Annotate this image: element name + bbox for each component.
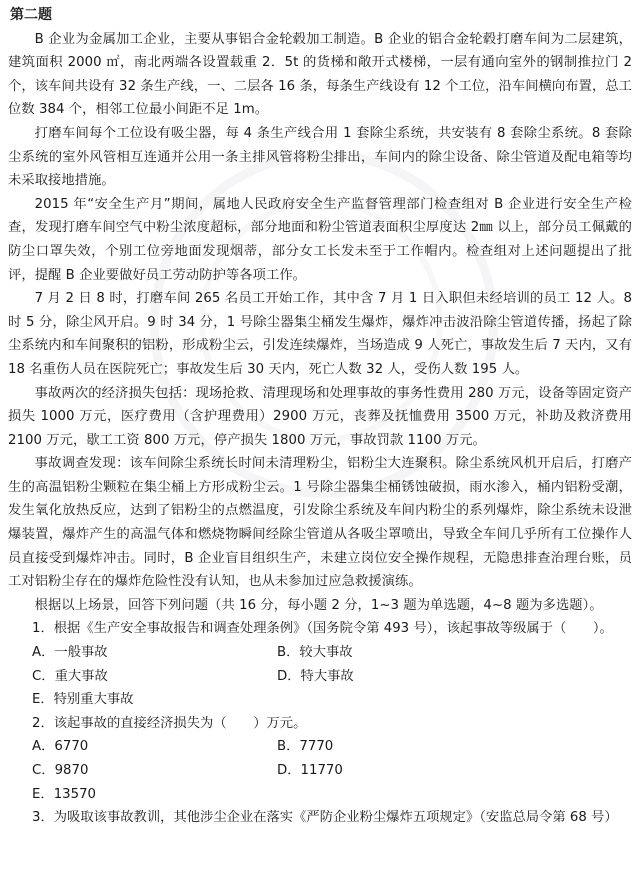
scenario-paragraph-6: 事故调查发现：该车间除尘系统长时间未清理粉尘，铝粉尘大连聚积。除尘系统风机开启后，打磨产生的高温铝粉尘颗粒在集尘桶上方形成粉尘云。1 号除尘器集尘桶锈蚀破损，雨水渗入，桶内铝粉受潮，发生氧化放热反应，达到了铝粉尘的点燃温度，引发除尘系统及车间内粉尘的系列爆炸，除尘系统未设泄爆装置，爆炸产生的高温气体和燃烧物瞬间经除尘管道从各吸尘罩喷出，导致全车间几乎所有工位操作人员直接受到爆炸冲击。同时，B 企业盲目组织生产，未建立岗位安全操作规程，无隐患排查治理台账，员工对铝粉尘存在的爆炸危险性没有认知，也从未参加过应急救援演练。	[8, 456, 632, 590]
question-2-option-e[interactable]: E．13570	[32, 786, 96, 802]
question-1-option-c[interactable]: C．重大事故	[32, 668, 108, 684]
question-2-option-d[interactable]: D．11770	[277, 763, 343, 778]
scenario-paragraph-5: 事故两次的经济损失包括：现场抢救、清理现场和处理事故的事务性费用 280 万元，设备等固定资产损失 1000 万元，医疗费用（含护理费用）2900 万元，丧葬及抚恤费用 3500 万元，补助及救济费用 2100 万元，歇工工资 800 万元，停产损失 1800 万元，事故罚款 1100 万元。	[8, 385, 632, 448]
question-1-option-a[interactable]: A．一般事故	[32, 645, 108, 661]
question-1-option-b[interactable]: B．较大事故	[277, 645, 353, 661]
instructions-paragraph: 根据以上场景，回答下列问题（共 16 分，每小题 2 分，1~3 题为单选题，4~8 题为多选题）。	[34, 597, 603, 613]
scenario-paragraph-1: B 企业为金属加工企业，主要从事铝合金轮毂加工制造。B 企业的铝合金轮毂打磨车间为二层建筑，建筑面积 2000 ㎡，南北两端各设置载重 2．5t 的货梯和敞开式楼梯，一层有通向室外的钢制推拉门 2 个，该车间共设有 32 条生产线，一、二层各 16 条，每条生产线设有 12 个工位，沿车间横向布置，总工位数 384 个，相邻工位最小间距不足 1m。	[8, 31, 632, 118]
question-1-stem: 1．根据《生产安全事故报告和调查处理条例》（国务院令第 493 号），该起事故等级属于（ ）。	[32, 621, 613, 637]
scenario-paragraph-2: 打磨车间每个工位设有吸尘器，每 4 条生产线合用 1 套除尘系统，共安装有 8 套除尘系统。8 套除尘系统的室外风管相互连通并公用一条主排风管将粉尘排出，车间内的除尘设备、除尘管道及配电箱等均未采取接地措施。	[8, 125, 632, 189]
question-title: 第二题	[10, 7, 52, 23]
question-2-option-c[interactable]: C．9870	[32, 763, 89, 778]
question-3-stem: 3．为吸取该事故教训，其他涉尘企业在落实《严防企业粉尘爆炸五项规定》（安监总局令第 68 号）	[32, 810, 618, 826]
question-1-option-d[interactable]: D．特大事故	[277, 668, 354, 684]
question-1-options	[8, 641, 632, 712]
question-2-stem: 2．该起事故的直接经济损失为（ ）万元。	[32, 715, 307, 731]
scenario-paragraph-3: 2015 年“安全生产月”期间，属地人民政府安全生产监督管理部门检查组对 B 企业进行安全生产检查，发现打磨车间空气中粉尘浓度超标，部分地面和粉尘管道表面积尘厚度达 2㎜ 以上，部分员工佩戴的防尘口罩失效，个别工位旁地面发现烟蒂，部分女工长发未至于工作帽内。检查组对上述问题提出了批评，提醒 B 企业要做好员工劳动防护等各项工作。	[8, 196, 632, 283]
question-2-option-a[interactable]: A．6770	[32, 739, 89, 755]
scenario-paragraph-4: 7 月 2 日 8 时，打磨车间 265 名员工开始工作，其中含 7 月 1 日入职但未经培训的员工 12 人。8 时 5 分，除尘风开启。9 时 34 分，1 号除尘器集尘桶发生爆炸，爆炸冲击波沿除尘管道传播，扬起了除尘系统内和车间聚积的铝粉，形成粉尘云，引发连续爆炸，当场造成 9 人死亡，事故发生后 7 天内，又有 18 名重伤人员在医院死亡；事故发生后 30 天内，死亡人数 32 人，受伤人数 195 人。	[8, 291, 632, 377]
question-1-option-e[interactable]: E．特别重大事故	[32, 692, 134, 708]
question-2-option-b[interactable]: B．7770	[277, 739, 334, 755]
question-2-options	[8, 735, 632, 806]
